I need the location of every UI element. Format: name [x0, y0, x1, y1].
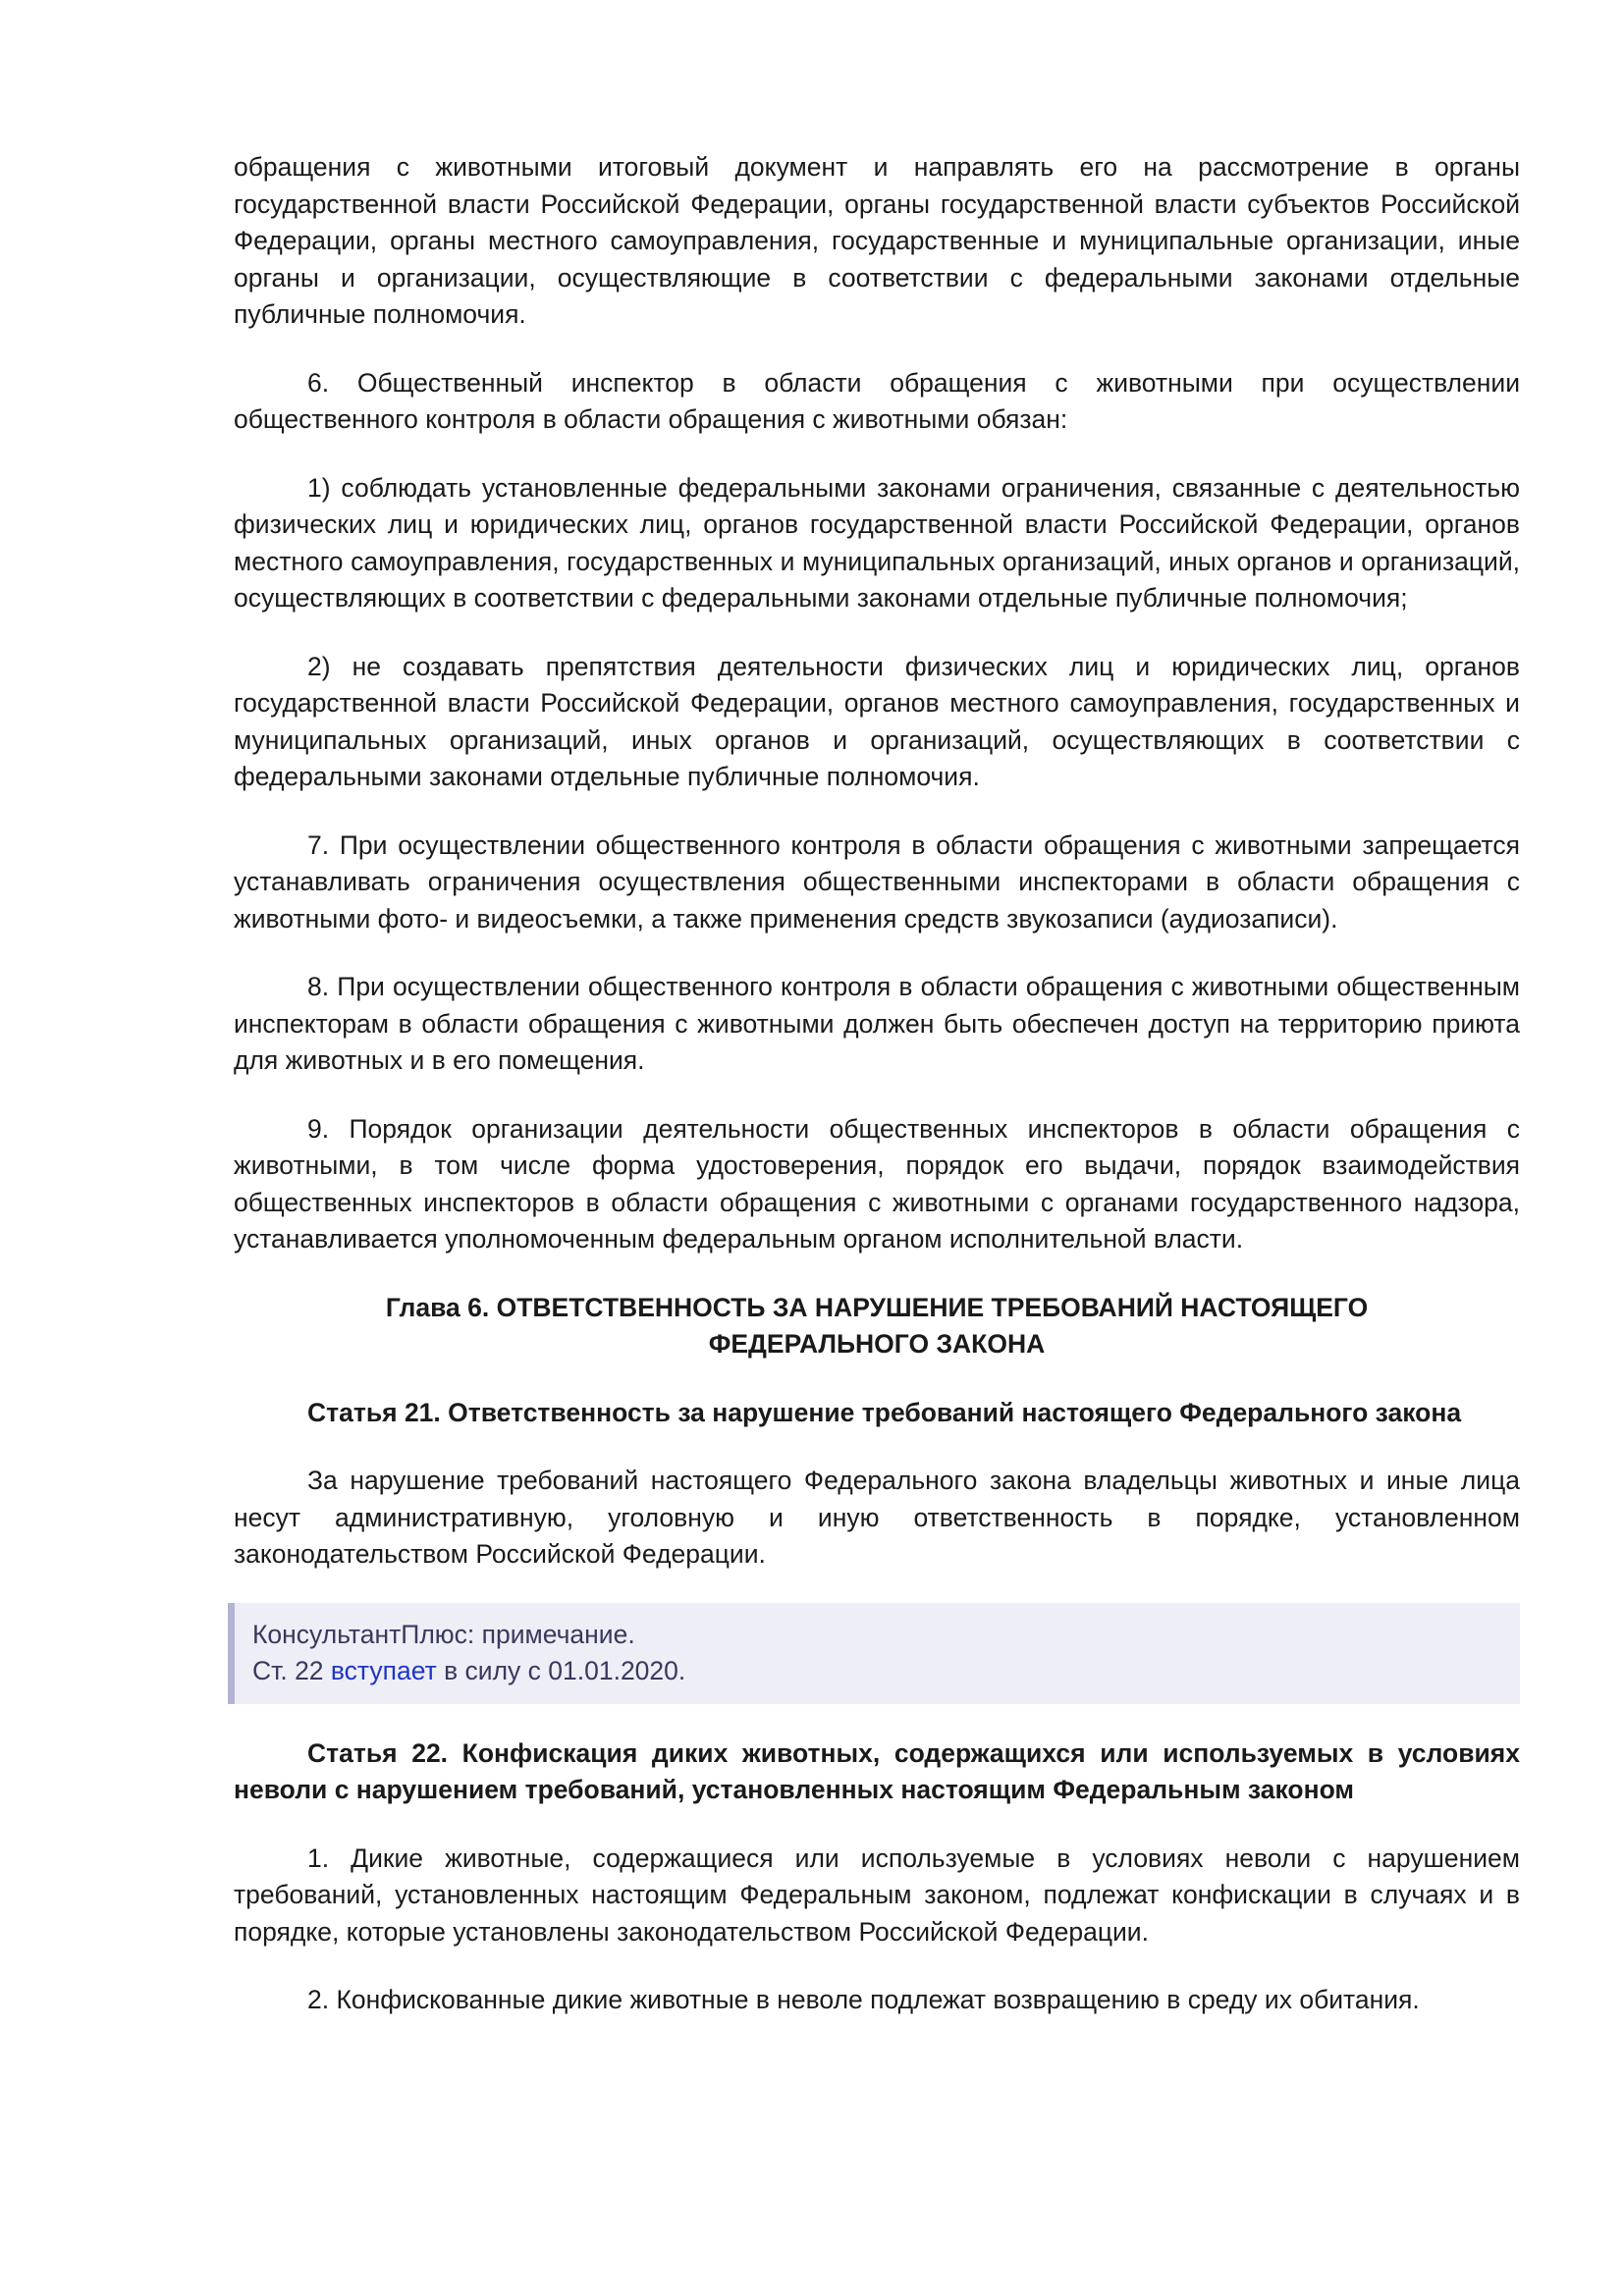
note-suffix: в силу с 01.01.2020. [436, 1656, 686, 1685]
paragraph-6: 6. Общественный инспектор в области обращения с животными при осуществлении общественного контроля в области обращения с животными обязан: [234, 367, 1520, 434]
article-22-paragraph-2: 2. Конфискованные дикие животные в неволе подлежат возвращению в среду их обитания. [307, 1985, 1420, 2014]
chapter-6-heading-line-2: ФЕДЕРАЛЬНОГО ЗАКОНА [708, 1329, 1046, 1359]
note-header: КонсультантПлюс: примечание. [252, 1619, 635, 1649]
chapter-6-heading [234, 1290, 1520, 1363]
note-link[interactable]: вступает [330, 1656, 437, 1685]
document-page [234, 149, 1520, 2019]
note-prefix: Ст. 22 [252, 1656, 331, 1685]
consultant-note [228, 1603, 1520, 1704]
chapter-6-heading-line-1: Глава 6. ОТВЕТСТВЕННОСТЬ ЗА НАРУШЕНИЕ ТРЕБОВАНИЙ НАСТОЯЩЕГО [385, 1292, 1369, 1322]
note-body [252, 1653, 1502, 1690]
paragraph-9: 9. Порядок организации деятельности общественных инспекторов в области обращения с животными, в том числе форма удостоверения, порядок его выдачи, порядок взаимодействия общественных инспекторов в области обращения с животными с органами государственного надзора, устанавливается уполномоченным федеральным органом исполнительной власти. [234, 1113, 1520, 1254]
article-22-paragraph-1: 1. Дикие животные, содержащиеся или используемые в условиях неволи с нарушением требований, установленных настоящим Федеральным законом, подлежат конфискации в случаях и в порядке, которые установлены законодательством Российской Федерации. [234, 1842, 1520, 1947]
paragraph-6-item-1: 1) соблюдать установленные федеральными законами ограничения, связанные с деятельностью физических лиц и юридических лиц, органов государственной власти Российской Федерации, органов местного самоуправления, государственных и муниципальных организаций, иных органов и организаций, осуществляющих в соответствии с федеральными законами отдельные публичные полномочия; [234, 472, 1520, 613]
paragraph-8: 8. При осуществлении общественного контроля в области обращения с животными общественным инспекторам в области обращения с животными должен быть обеспечен доступ на территорию приюта для животных и в его помещения. [234, 972, 1520, 1075]
article-22-title: Статья 22. Конфискация диких животных, содержащихся или используемых в условиях неволи с нарушением требований, установленных настоящим Федеральным законом [234, 1737, 1520, 1804]
article-21-title: Статья 21. Ответственность за нарушение требований настоящего Федерального закона [307, 1397, 1462, 1427]
paragraph-6-item-2: 2) не создавать препятствия деятельности физических лиц и юридических лиц, органов государственной власти Российской Федерации, органов местного самоуправления, государственных и муниципальных организаций, иных органов и организаций, осуществляющих в соответствии с федеральными законами отдельные публичные полномочия. [234, 651, 1520, 791]
article-21-text: За нарушение требований настоящего Федерального закона владельцы животных и иные лица несут административную, уголовную и иную ответственность в порядке, установленном законодательством Российской Федерации. [234, 1466, 1520, 1569]
paragraph-7: 7. При осуществлении общественного контроля в области обращения с животными запрещается устанавливать ограничения осуществления общественными инспекторами в области обращения с животными фото- и видеосъемки, а также применения средств звукозаписи (аудиозаписи). [234, 829, 1520, 934]
paragraph-continuation: обращения с животными итоговый документ и направлять его на рассмотрение в органы государственной власти Российской Федерации, органы государственной власти субъектов Российской Федерации, органы местного самоуправления, государственные и муниципальные организации, иные органы и организации, осуществляющие в соответствии с федеральными законами отдельные публичные полномочия. [234, 152, 1520, 329]
